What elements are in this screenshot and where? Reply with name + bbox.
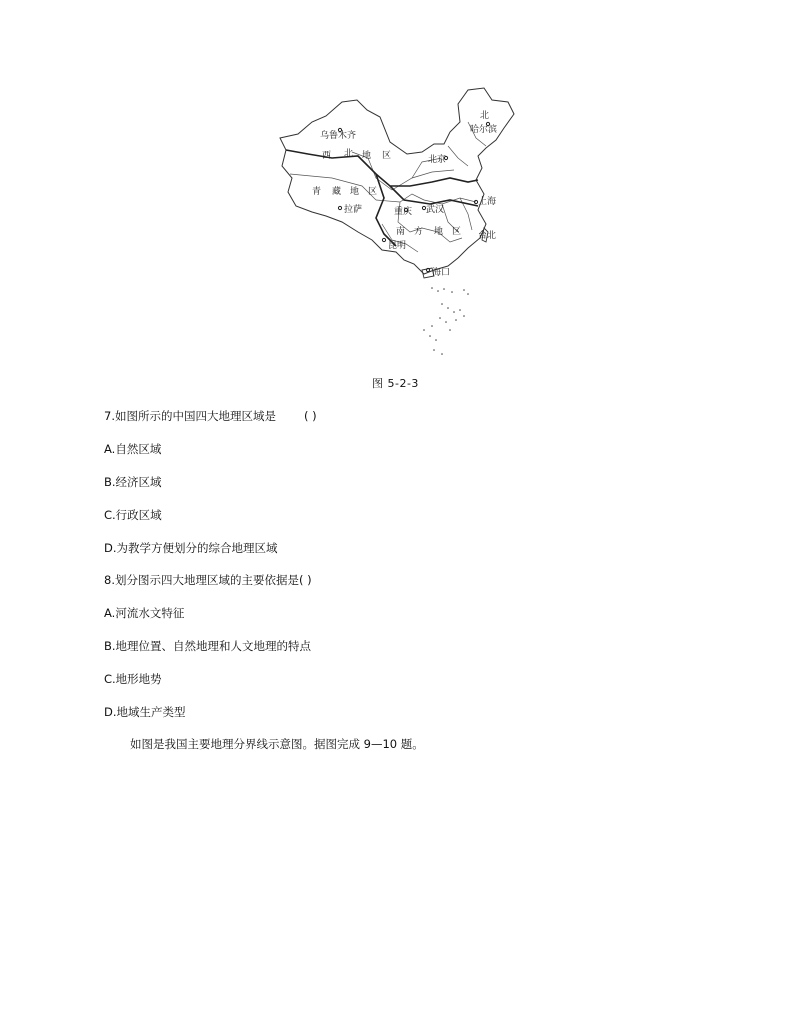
label-taibei: 台北 xyxy=(478,231,497,241)
label-chongqing: 重庆 xyxy=(394,207,413,217)
label-di: 地 xyxy=(362,151,372,161)
china-regions-map xyxy=(272,82,522,362)
label-nan: 南 xyxy=(396,227,406,237)
question-7-paren: ( ) xyxy=(303,409,317,423)
next-section-intro: 如图是我国主要地理分界线示意图。据图完成 9—10 题。 xyxy=(130,737,424,751)
question-7-option-d: D.为教学方便划分的综合地理区域 xyxy=(104,541,278,555)
question-7-stem xyxy=(104,408,317,424)
label-qu3: 区 xyxy=(452,227,462,237)
label-qu2: 区 xyxy=(368,187,378,197)
question-8-option-a: A.河流水文特征 xyxy=(104,606,185,620)
question-8-option-d: D.地域生产类型 xyxy=(104,705,186,719)
question-8-option-c: C.地形地势 xyxy=(104,672,162,686)
label-shanghai: 上海 xyxy=(478,197,497,207)
label-di3: 地 xyxy=(434,227,444,237)
label-urumqi: 乌鲁木齐 xyxy=(320,131,357,141)
label-bei-ne: 北 xyxy=(480,111,490,121)
question-8-stem: 8.划分图示四大地理区域的主要依据是( ) xyxy=(104,573,312,587)
label-qing: 青 xyxy=(312,187,322,197)
label-wuhan: 武汉 xyxy=(426,205,445,215)
question-7-option-a: A.自然区域 xyxy=(104,442,162,456)
question-7-text: 7.如图所示的中国四大地理区域是 xyxy=(104,409,276,423)
question-7-option-c: C.行政区域 xyxy=(104,508,162,522)
south-sea-islands xyxy=(423,287,469,355)
label-kunming: 昆明 xyxy=(388,241,407,251)
label-zang: 藏 xyxy=(332,187,342,197)
label-bei: 北 xyxy=(344,149,354,159)
map-graphic xyxy=(272,82,522,362)
label-xi: 西 xyxy=(322,151,332,161)
label-lhasa: 拉萨 xyxy=(344,205,363,215)
label-haerbin: 哈尔滨 xyxy=(470,125,498,135)
label-qu: 区 xyxy=(382,151,392,161)
label-beijing: 北京 xyxy=(428,155,447,165)
question-8-option-b: B.地理位置、自然地理和人文地理的特点 xyxy=(104,639,312,653)
figure-caption: 图 5-2-3 xyxy=(372,377,419,390)
label-di2: 地 xyxy=(350,187,360,197)
question-7-option-b: B.经济区域 xyxy=(104,475,162,489)
label-haikou: 海口 xyxy=(432,268,451,278)
label-fang: 方 xyxy=(414,227,424,237)
